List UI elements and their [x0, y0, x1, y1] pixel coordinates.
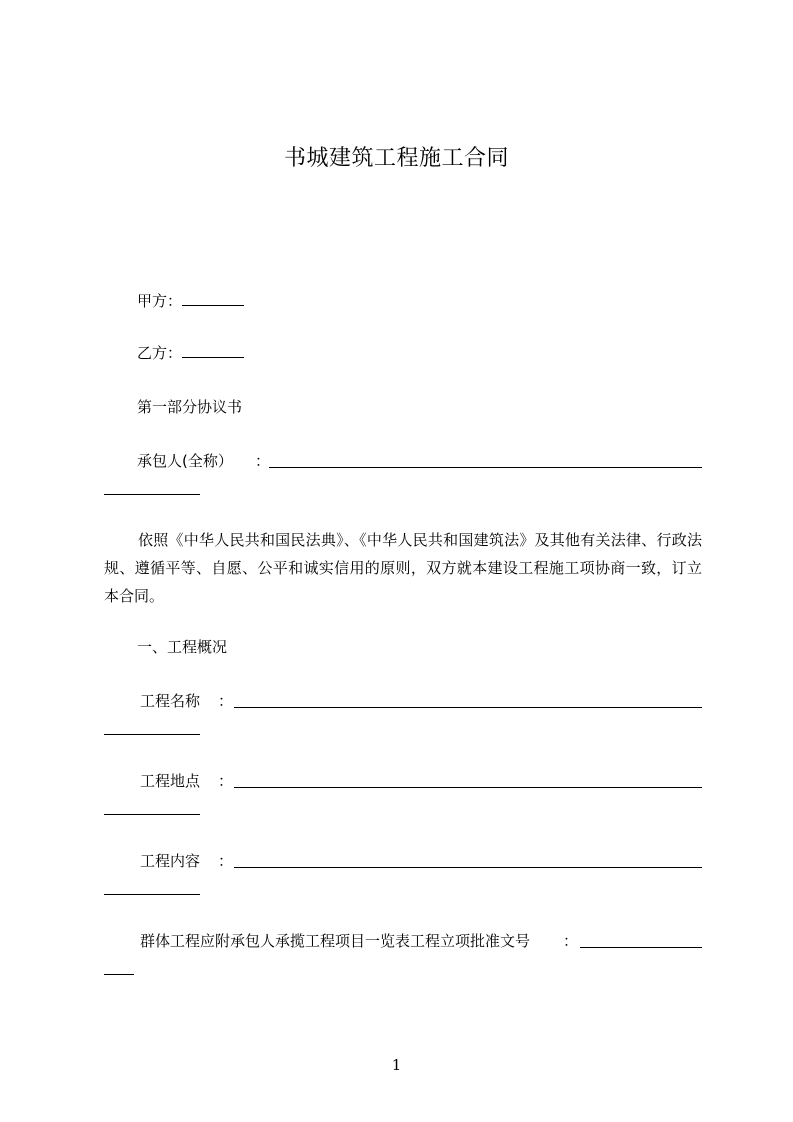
- project-location-blank-line1[interactable]: [234, 787, 702, 788]
- project-content-blank-line2[interactable]: [104, 894, 200, 895]
- project-content-blank-line1[interactable]: [234, 867, 702, 868]
- page-number: 1: [391, 1056, 402, 1074]
- party-b-label: 乙方：: [137, 344, 183, 362]
- approval-number-blank-line1[interactable]: [580, 947, 702, 948]
- project-location-colon: ：: [218, 772, 234, 790]
- group-project-colon: ：: [563, 932, 579, 950]
- contractor-colon: ：: [255, 452, 271, 470]
- project-name-label: 工程名称: [140, 692, 201, 710]
- project-location-label: 工程地点: [140, 772, 201, 790]
- part-one-heading: 第一部分协议书: [137, 398, 243, 416]
- section-one-heading: 一、工程概况: [137, 638, 228, 656]
- project-name-blank-line1[interactable]: [234, 707, 702, 708]
- party-a-label: 甲方：: [137, 292, 183, 310]
- project-content-label: 工程内容: [140, 852, 201, 870]
- contractor-blank-line1[interactable]: [269, 467, 702, 468]
- project-location-blank-line2[interactable]: [104, 814, 200, 815]
- preamble-paragraph: 依照《中华人民共和国民法典》、《中华人民共和国建筑法》及其他有关法律、行政法规、遵循平等、自愿、公平和诚实信用的原则，双方就本建设工程施工项协商一致，订立本合同。: [104, 531, 702, 605]
- party-a-line: [137, 291, 244, 311]
- project-name-blank-line2[interactable]: [104, 734, 200, 735]
- group-project-label: 群体工程应附承包人承揽工程项目一览表工程立项批准文号: [140, 932, 531, 950]
- party-a-blank[interactable]: [182, 291, 244, 306]
- party-b-line: [137, 343, 244, 363]
- approval-number-blank-line2[interactable]: [104, 974, 134, 975]
- contractor-label: 承包人(全称）: [137, 452, 233, 470]
- document-title: 书城建筑工程施工合同: [283, 146, 509, 171]
- project-name-colon: ：: [218, 692, 234, 710]
- project-content-colon: ：: [218, 852, 234, 870]
- party-b-blank[interactable]: [182, 343, 244, 358]
- contractor-blank-line2[interactable]: [104, 494, 200, 495]
